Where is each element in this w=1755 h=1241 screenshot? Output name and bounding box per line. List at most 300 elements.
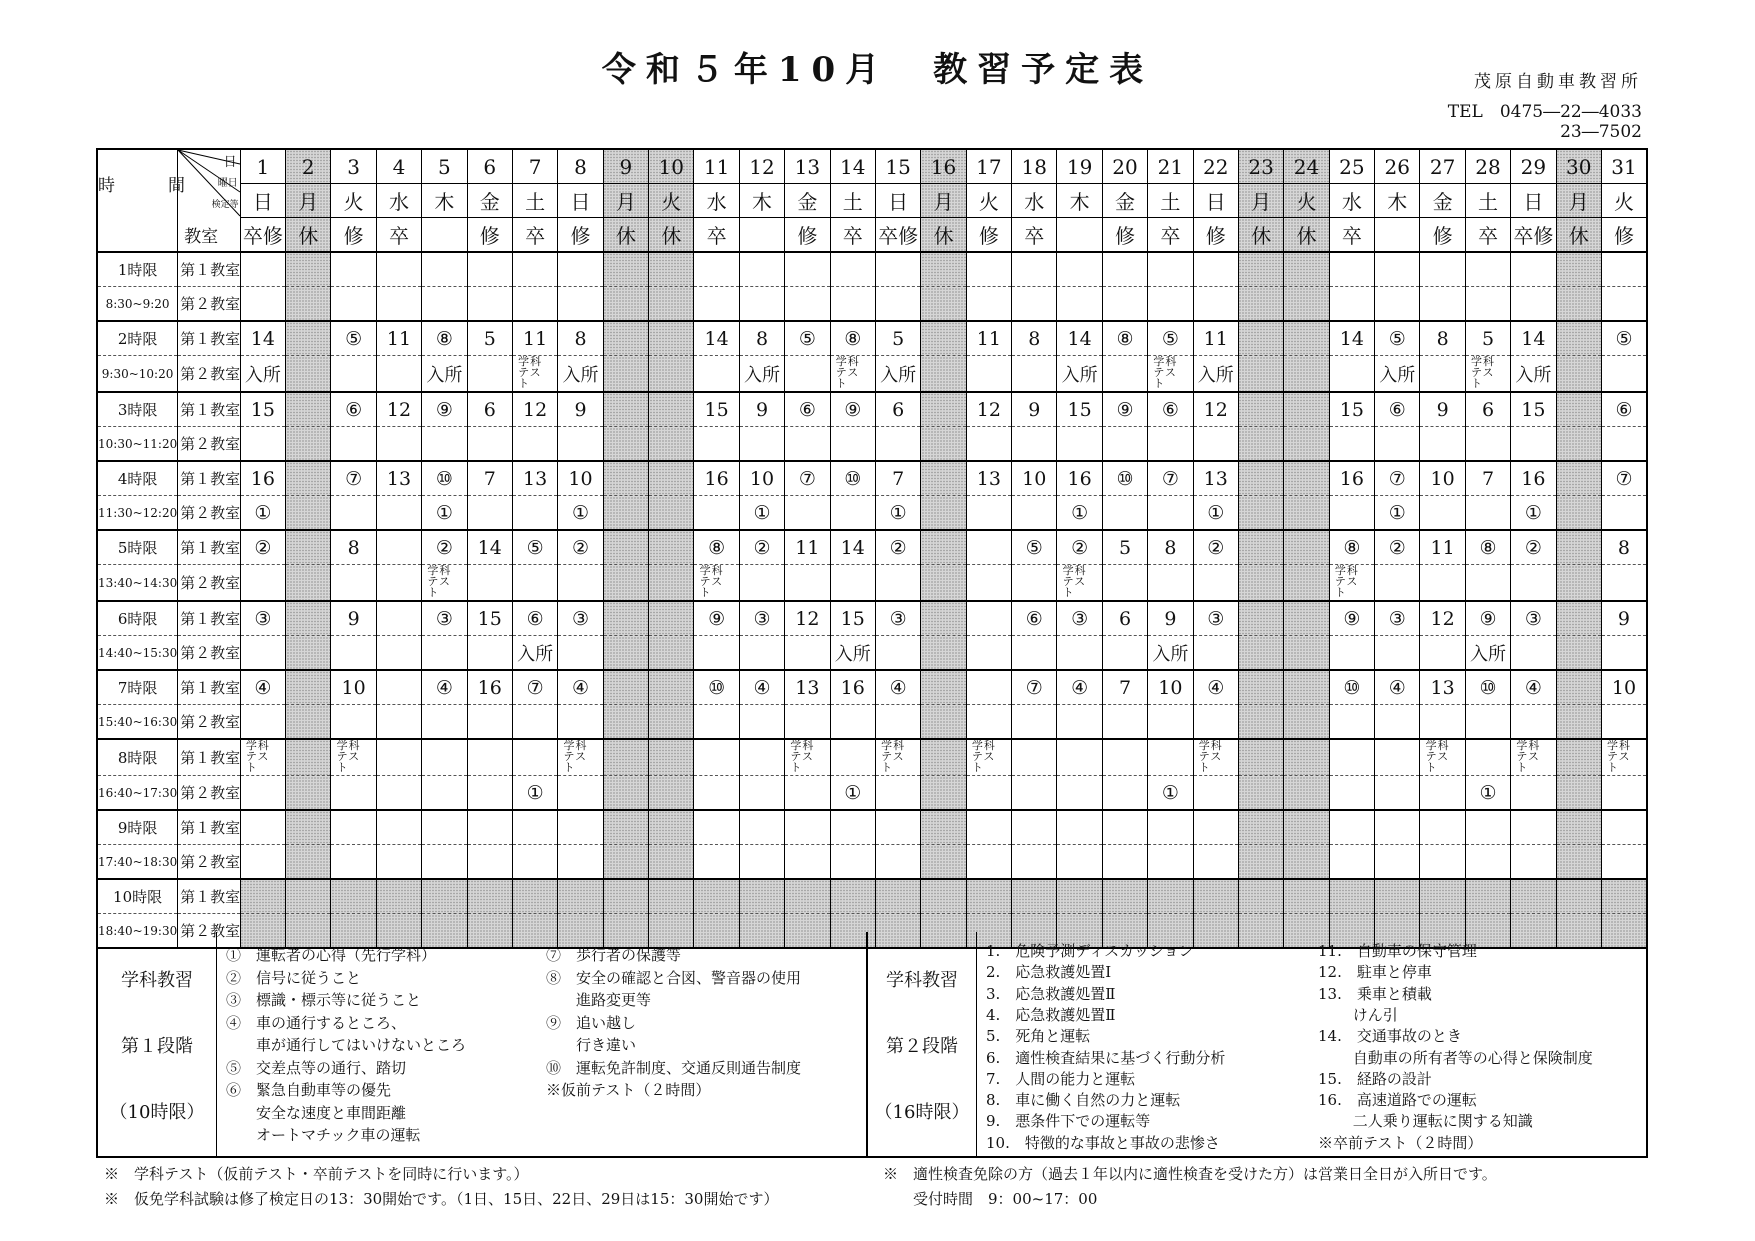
schedule-cell <box>1284 565 1329 602</box>
period-row <box>97 601 1647 636</box>
schedule-cell <box>376 739 421 776</box>
schedule-cell <box>830 601 875 636</box>
test-mark: 学科テスト <box>881 739 906 774</box>
lesson-number: 9 <box>1164 607 1177 630</box>
lesson-number: 10 <box>1611 676 1637 699</box>
schedule-cell <box>240 530 285 565</box>
weekday-label: 日 <box>1523 190 1544 214</box>
schedule-cell <box>1057 636 1102 671</box>
schedule-cell <box>694 287 739 322</box>
schedule-cell <box>1238 705 1283 740</box>
schedule-cell <box>376 356 421 393</box>
schedule-cell <box>467 496 512 531</box>
schedule-cell <box>649 705 694 740</box>
schedule-cell <box>1420 879 1465 914</box>
schedule-cell <box>785 427 830 462</box>
room-2-label: 第２教室 <box>178 705 241 740</box>
schedule-cell <box>694 565 739 602</box>
schedule-cell <box>785 321 830 356</box>
schedule-cell <box>1601 252 1647 287</box>
schedule-cell <box>1375 601 1420 636</box>
admission-mark: 入所 <box>244 364 281 386</box>
exam-cell <box>1238 218 1283 253</box>
schedule-cell <box>512 810 557 845</box>
schedule-cell <box>1420 392 1465 427</box>
weekday-label: 日 <box>1205 190 1226 214</box>
diag-exam-label: 検定等 <box>211 200 239 210</box>
schedule-cell <box>331 739 376 776</box>
room-2-label: 第２教室 <box>178 496 241 531</box>
legend1-item: ⑤ 交差点等の通行、踏切 <box>226 1058 407 1077</box>
schedule-cell <box>286 776 331 811</box>
schedule-cell <box>467 810 512 845</box>
lesson-number: 10 <box>1158 676 1183 699</box>
lesson-number: ⑦ <box>345 467 363 490</box>
schedule-cell <box>1284 636 1329 671</box>
schedule-cell <box>331 601 376 636</box>
lesson-number: 12 <box>523 398 548 421</box>
legend2-stage: 第２段階 <box>886 1036 958 1057</box>
schedule-cell <box>1284 321 1329 356</box>
schedule-cell <box>1193 705 1238 740</box>
schedule-cell <box>422 636 467 671</box>
lesson-number: ⑧ <box>1479 536 1497 559</box>
weekday-label: 火 <box>661 190 682 214</box>
schedule-cell <box>1284 601 1329 636</box>
schedule-cell <box>1012 810 1057 845</box>
legend2-item: けん引 <box>1318 1005 1398 1024</box>
room-1-label: 第１教室 <box>178 461 241 496</box>
schedule-cell <box>512 427 557 462</box>
exam-label: 修 <box>570 224 591 248</box>
schedule-cell <box>422 810 467 845</box>
legend1-item: ② 信号に従うこと <box>226 968 362 987</box>
schedule-cell <box>376 565 421 602</box>
schedule-cell <box>1465 739 1510 776</box>
schedule-cell <box>512 321 557 356</box>
lesson-number: ⑤ <box>1615 327 1633 350</box>
day-cell <box>649 149 694 184</box>
weekday-label: 土 <box>842 190 863 214</box>
schedule-cell <box>1329 705 1374 740</box>
weekday-cell <box>649 184 694 218</box>
weekday-cell <box>331 184 376 218</box>
test-mark: 学科テスト <box>971 739 996 774</box>
schedule-cell <box>467 252 512 287</box>
period-row-room2 <box>97 565 1647 602</box>
schedule-cell <box>785 565 830 602</box>
room-2-label: 第２教室 <box>178 356 241 393</box>
schedule-cell <box>1375 636 1420 671</box>
schedule-cell <box>649 287 694 322</box>
schedule-cell <box>694 670 739 705</box>
schedule-cell <box>1465 321 1510 356</box>
legend2-item: 14. 交通事故のとき <box>1318 1027 1462 1046</box>
lesson-number: 9 <box>755 398 769 421</box>
schedule-cell <box>966 530 1011 565</box>
schedule-cell <box>1148 810 1193 845</box>
schedule-cell <box>422 565 467 602</box>
schedule-cell <box>331 636 376 671</box>
lesson-number: 9 <box>574 398 587 421</box>
legend2-item: 13. 乗車と積載 <box>1318 984 1432 1003</box>
schedule-cell <box>1193 356 1238 393</box>
schedule-cell <box>1284 776 1329 811</box>
schedule-cell <box>376 670 421 705</box>
day-number: 24 <box>1293 154 1320 179</box>
schedule-cell <box>875 776 920 811</box>
lesson-number: 12 <box>795 607 820 630</box>
day-number: 27 <box>1429 154 1456 179</box>
exam-label: 卒 <box>1478 224 1498 248</box>
exam-cell <box>875 218 920 253</box>
schedule-cell <box>1420 636 1465 671</box>
schedule-cell <box>422 427 467 462</box>
schedule-cell <box>1148 287 1193 322</box>
schedule-cell <box>558 287 603 322</box>
schedule-cell <box>1556 392 1601 427</box>
schedule-cell <box>1193 739 1238 776</box>
lesson-number: 7 <box>892 467 905 490</box>
lesson-number: 16 <box>840 676 865 699</box>
schedule-cell <box>286 530 331 565</box>
period-row <box>97 392 1647 427</box>
weekday-cell <box>603 184 648 218</box>
schedule-cell <box>240 739 285 776</box>
exam-cell <box>1329 218 1374 253</box>
lesson-number: ⑧ <box>1116 327 1134 350</box>
lesson-number: 9 <box>1617 607 1631 630</box>
schedule-cell <box>1511 739 1556 776</box>
schedule-cell <box>1193 670 1238 705</box>
schedule-cell <box>1057 705 1102 740</box>
period-row-room2 <box>97 636 1647 671</box>
schedule-cell <box>785 879 830 914</box>
lesson-number: ⑥ <box>526 607 544 630</box>
schedule-cell <box>966 427 1011 462</box>
page-title: 令和５年10月 教習予定表 <box>601 50 1154 90</box>
weekday-label: 月 <box>1568 190 1589 214</box>
schedule-cell <box>1556 321 1601 356</box>
schedule-cell <box>1012 321 1057 356</box>
lesson-number: 5 <box>892 327 905 350</box>
schedule-cell <box>1420 776 1465 811</box>
lesson-number: ⑦ <box>526 676 544 699</box>
lesson-number: ② <box>753 536 771 559</box>
day-cell <box>966 149 1011 184</box>
legend2-item: 1. 危険予測ディスカッション <box>986 942 1194 960</box>
schedule-cell <box>739 496 784 531</box>
schedule-cell <box>1193 601 1238 636</box>
schedule-cell <box>240 496 285 531</box>
schedule-cell <box>649 530 694 565</box>
lesson-number: 14 <box>477 536 502 559</box>
schedule-cell <box>1465 427 1510 462</box>
weekday-label: 月 <box>933 190 954 214</box>
room-1-label: 第１教室 <box>178 810 241 845</box>
schedule-cell <box>694 845 739 880</box>
lesson-number: ⑥ <box>1615 398 1633 421</box>
exam-label: 修 <box>479 224 500 248</box>
lesson-number: ⑨ <box>844 398 862 421</box>
schedule-cell <box>1193 392 1238 427</box>
weekday-label: 木 <box>1387 190 1408 214</box>
schedule-cell <box>1601 810 1647 845</box>
schedule-cell <box>1375 810 1420 845</box>
lesson-number: 15 <box>477 607 502 630</box>
schedule-cell <box>694 461 739 496</box>
schedule-cell <box>1375 392 1420 427</box>
weekday-cell <box>422 184 467 218</box>
day-cell <box>603 149 648 184</box>
schedule-cell <box>240 252 285 287</box>
period-row-room2 <box>97 356 1647 393</box>
schedule-cell <box>694 530 739 565</box>
schedule-cell <box>830 636 875 671</box>
schedule-cell <box>785 739 830 776</box>
schedule-cell <box>1420 670 1465 705</box>
schedule-cell <box>739 601 784 636</box>
schedule-cell <box>512 496 557 531</box>
legend1-periods: （10時限） <box>109 1102 205 1123</box>
legend2-item: 2. 応急救護処置Ⅰ <box>986 963 1112 982</box>
weekday-cell <box>921 184 966 218</box>
day-cell <box>1511 149 1556 184</box>
schedule-cell <box>1556 565 1601 602</box>
schedule-cell <box>785 776 830 811</box>
schedule-cell <box>1012 287 1057 322</box>
schedule-cell <box>1238 879 1283 914</box>
schedule-cell <box>1601 392 1647 427</box>
lesson-number: 7 <box>1481 467 1495 490</box>
legend1-item: ⑦ 歩行者の保護等 <box>546 946 682 964</box>
schedule-cell <box>1420 252 1465 287</box>
schedule-cell <box>785 705 830 740</box>
schedule-cell <box>1057 776 1102 811</box>
schedule-cell <box>1420 739 1465 776</box>
schedule-cell <box>739 636 784 671</box>
schedule-cell <box>376 392 421 427</box>
lesson-number: 15 <box>840 607 865 630</box>
lesson-number: 11 <box>386 327 412 350</box>
schedule-cell <box>240 287 285 322</box>
schedule-cell <box>1420 356 1465 393</box>
schedule-cell <box>1420 845 1465 880</box>
schedule-cell <box>1193 636 1238 671</box>
schedule-cell <box>649 776 694 811</box>
schedule-cell <box>1012 461 1057 496</box>
schedule-cell <box>1511 427 1556 462</box>
schedule-cell <box>1465 392 1510 427</box>
schedule-cell <box>603 705 648 740</box>
schedule-cell <box>240 461 285 496</box>
schedule-cell <box>286 461 331 496</box>
schedule-cell <box>921 530 966 565</box>
schedule-cell <box>694 321 739 356</box>
schedule-cell <box>739 530 784 565</box>
schedule-cell <box>1601 739 1647 776</box>
schedule-cell <box>921 810 966 845</box>
footer-notes <box>104 1162 778 1212</box>
test-mark: 学科テスト <box>1471 355 1495 390</box>
schedule-cell <box>830 845 875 880</box>
period-row <box>97 321 1647 356</box>
exam-cell <box>1375 218 1420 253</box>
day-cell <box>739 149 784 184</box>
exam-label: 休 <box>298 224 319 248</box>
schedule-cell <box>1238 565 1283 602</box>
weekday-label: 日 <box>570 190 591 214</box>
lesson-number: 16 <box>477 676 502 699</box>
day-number: 5 <box>438 154 451 179</box>
weekday-cell <box>1511 184 1556 218</box>
room-1-label: 第１教室 <box>178 392 241 427</box>
lesson-number: ⑧ <box>708 536 726 559</box>
schedule-cell <box>1238 496 1283 531</box>
schedule-cell <box>649 879 694 914</box>
schedule-cell <box>649 321 694 356</box>
schedule-cell <box>376 496 421 531</box>
weekday-cell <box>1102 184 1147 218</box>
lesson-number: 16 <box>1339 467 1364 490</box>
schedule-cell <box>1465 565 1510 602</box>
schedule-cell <box>1012 776 1057 811</box>
weekday-label: 金 <box>479 190 500 214</box>
schedule-cell <box>1420 601 1465 636</box>
schedule-cell <box>1465 776 1510 811</box>
schedule-cell <box>1375 427 1420 462</box>
day-cell <box>422 149 467 184</box>
schedule-cell <box>422 356 467 393</box>
schedule-cell <box>240 565 285 602</box>
exam-label: 休 <box>661 224 682 248</box>
period-row <box>97 739 1647 776</box>
lesson-number: 13 <box>386 467 412 490</box>
schedule-cell <box>1556 252 1601 287</box>
note-line: ※ 学科テスト（仮前テスト・卒前テストを同時に行います。） <box>104 1165 529 1183</box>
period-label: 6時限 <box>97 601 178 636</box>
schedule-cell <box>512 705 557 740</box>
schedule-cell <box>966 252 1011 287</box>
schedule-cell <box>1102 496 1147 531</box>
schedule-cell <box>830 496 875 531</box>
schedule-cell <box>875 356 920 393</box>
schedule-cell <box>1329 530 1374 565</box>
legend1-item: ⑨ 追い越し <box>546 1013 637 1032</box>
schedule-cell <box>422 776 467 811</box>
schedule-cell <box>1238 392 1283 427</box>
schedule-cell <box>1057 739 1102 776</box>
schedule-cell <box>286 879 331 914</box>
schedule-cell <box>739 739 784 776</box>
weekday-cell <box>1193 184 1238 218</box>
lesson-number: ③ <box>1207 607 1225 630</box>
lesson-number: 14 <box>250 327 275 350</box>
schedule-cell <box>467 461 512 496</box>
exam-cell <box>603 218 648 253</box>
weekday-cell <box>286 184 331 218</box>
schedule-cell <box>331 776 376 811</box>
lesson-number: ⑩ <box>1343 676 1361 699</box>
schedule-cell <box>1465 530 1510 565</box>
schedule-cell <box>1375 705 1420 740</box>
schedule-cell <box>1329 636 1374 671</box>
room-1-label: 第１教室 <box>178 739 241 776</box>
schedule-cell <box>467 776 512 811</box>
schedule-cell <box>558 845 603 880</box>
room-1-label: 第１教室 <box>178 601 241 636</box>
schedule-cell <box>422 252 467 287</box>
admission-mark: 入所 <box>1152 643 1189 665</box>
schedule-cell <box>331 530 376 565</box>
schedule-cell <box>966 636 1011 671</box>
schedule-cell <box>1012 356 1057 393</box>
weekday-cell <box>467 184 512 218</box>
schedule-cell <box>1329 739 1374 776</box>
day-number: 12 <box>749 154 775 179</box>
weekday-cell <box>240 184 285 218</box>
lesson-number: 12 <box>386 398 412 421</box>
lesson-number: 14 <box>840 536 865 559</box>
schedule-cell <box>1511 670 1556 705</box>
schedule-cell <box>1193 810 1238 845</box>
schedule-cell <box>1284 810 1329 845</box>
schedule-cell <box>1284 427 1329 462</box>
period-row-room2 <box>97 705 1647 740</box>
exam-cell <box>1465 218 1510 253</box>
schedule-cell <box>467 530 512 565</box>
schedule-cell <box>1420 461 1465 496</box>
schedule-cell <box>512 739 557 776</box>
test-mark: 学科テスト <box>427 564 452 599</box>
lesson-number: ④ <box>1388 676 1406 699</box>
schedule-cell <box>512 601 557 636</box>
period-label: 5時限 <box>97 530 178 565</box>
schedule-cell <box>603 879 648 914</box>
schedule-cell <box>1556 739 1601 776</box>
schedule-cell <box>830 739 875 776</box>
schedule-cell <box>921 776 966 811</box>
schedule-cell <box>558 670 603 705</box>
schedule-cell <box>649 356 694 393</box>
day-cell <box>1238 149 1283 184</box>
schedule-cell <box>1238 461 1283 496</box>
schedule-cell <box>240 392 285 427</box>
lesson-number: 8 <box>1164 536 1177 559</box>
period-time: 18:40~19:30 <box>98 923 178 938</box>
schedule-cell <box>1420 496 1465 531</box>
exam-label: 卒 <box>842 224 863 248</box>
schedule-cell <box>1465 636 1510 671</box>
schedule-cell <box>376 879 421 914</box>
day-number: 1 <box>256 154 270 179</box>
schedule-cell <box>1102 356 1147 393</box>
schedule-cell <box>1465 670 1510 705</box>
schedule-cell <box>1556 461 1601 496</box>
schedule-cell <box>1012 392 1057 427</box>
weekday-label: 火 <box>1296 190 1317 214</box>
schedule-cell <box>467 739 512 776</box>
period-label: 8時限 <box>97 739 178 776</box>
schedule-cell <box>966 565 1011 602</box>
schedule-cell <box>1329 321 1374 356</box>
schedule-cell <box>1420 427 1465 462</box>
schedule-cell <box>966 810 1011 845</box>
schedule-cell <box>603 287 648 322</box>
period-row-room2 <box>97 845 1647 880</box>
exam-cell <box>558 218 603 253</box>
weekday-label: 火 <box>343 190 364 214</box>
